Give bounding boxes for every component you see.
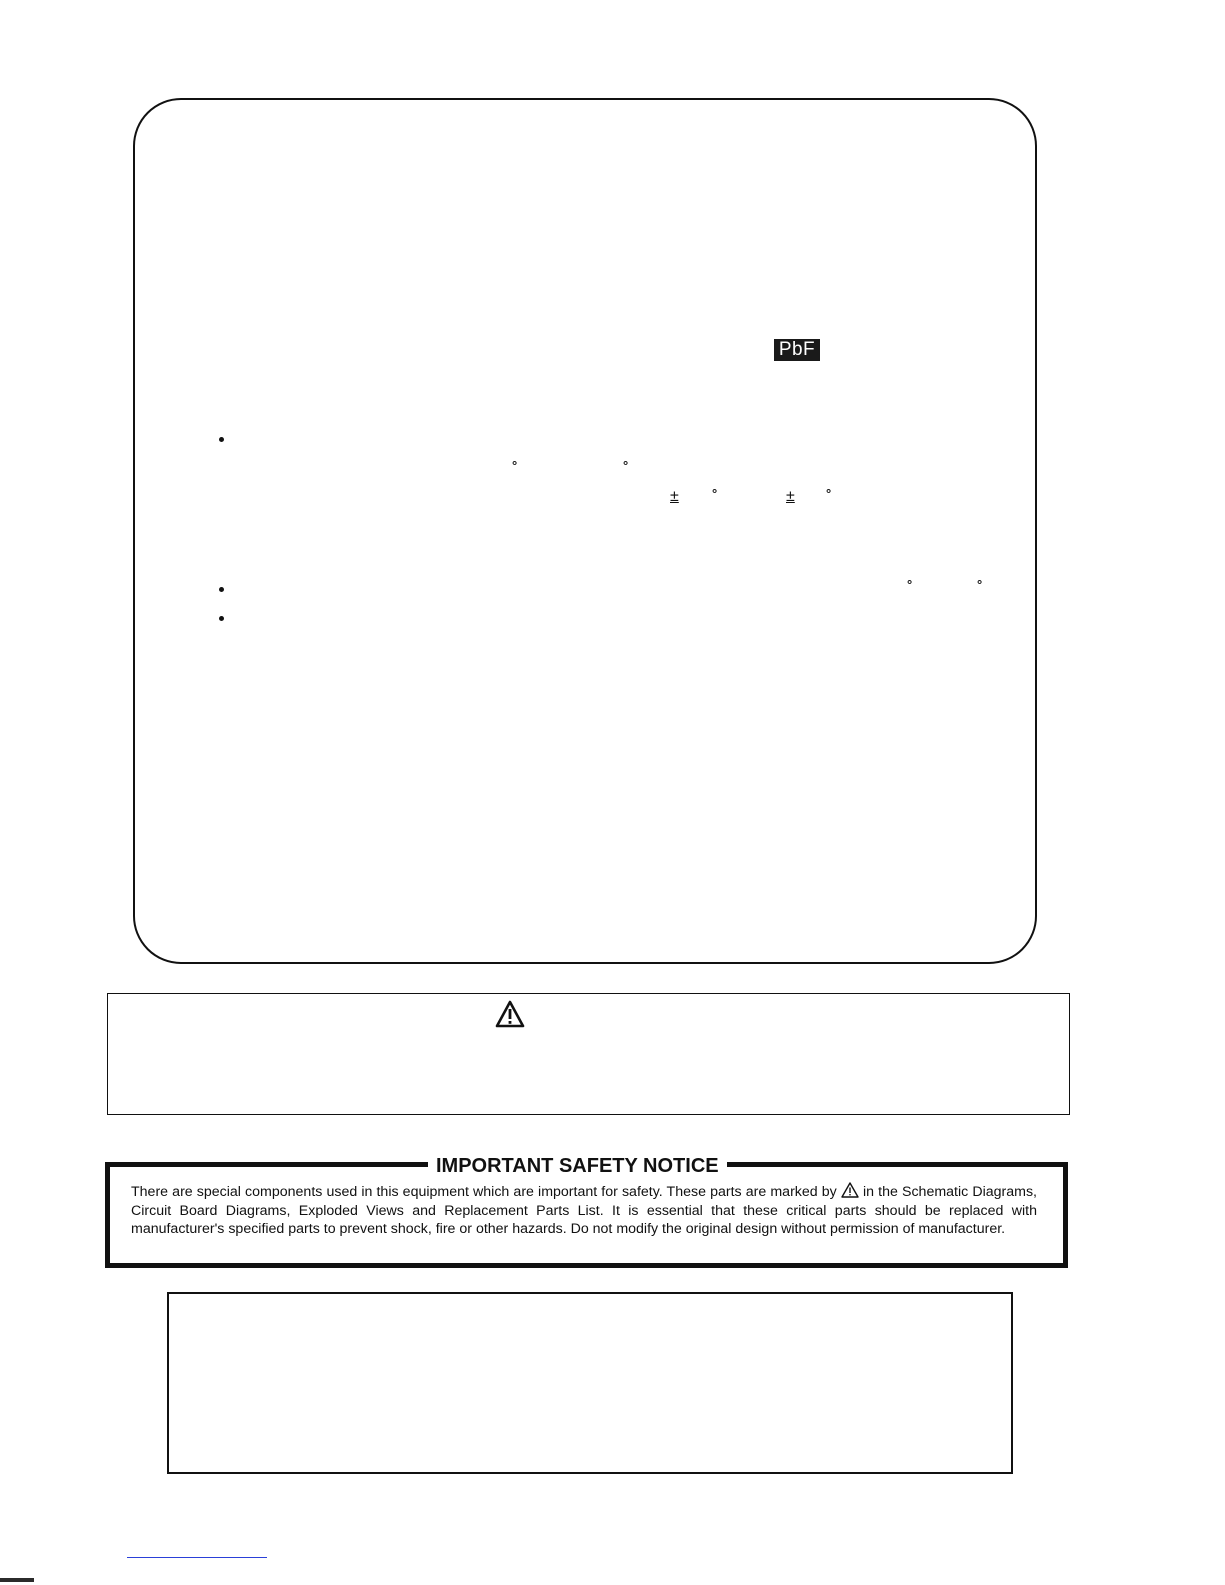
degree-sign: ° — [623, 458, 629, 473]
plus-minus-sign: ± — [786, 488, 795, 505]
safety-notice-text-part1: There are special components used in this equipment which are important for safety. These parts are marked by — [131, 1184, 837, 1200]
bullet-2 — [219, 587, 224, 592]
bullet-3 — [219, 616, 224, 621]
lead-free-solder-panel — [133, 98, 1037, 964]
warning-triangle-icon — [841, 1182, 859, 1198]
safety-notice-body — [131, 1182, 1037, 1239]
degree-sign: ° — [907, 577, 913, 592]
warning-triangle-icon — [495, 1000, 525, 1028]
degree-sign: ° — [977, 577, 983, 592]
safety-notice-title: IMPORTANT SAFETY NOTICE — [428, 1154, 727, 1178]
safety-notice-text-part2: in the Schematic Diagrams, Circuit Board Diagrams, Exploded Views and Replacement Parts List. It is essential that these critical parts should be replaced with manufacturer's specified parts to prevent shock, fire or other hazards. Do not modify the original design without permission of manufacturer. — [131, 1184, 1037, 1237]
bottom-notice-box — [167, 1292, 1013, 1474]
footer-mark — [0, 1578, 34, 1582]
bullet-1 — [219, 437, 224, 442]
warning-box — [107, 993, 1070, 1115]
plus-minus-sign: ± — [670, 488, 679, 505]
degree-sign: ° — [512, 458, 518, 473]
degree-sign: ° — [826, 486, 832, 501]
pbf-badge: PbF — [774, 339, 820, 361]
degree-sign: ° — [712, 486, 718, 501]
footer-link-underline[interactable] — [127, 1557, 267, 1558]
